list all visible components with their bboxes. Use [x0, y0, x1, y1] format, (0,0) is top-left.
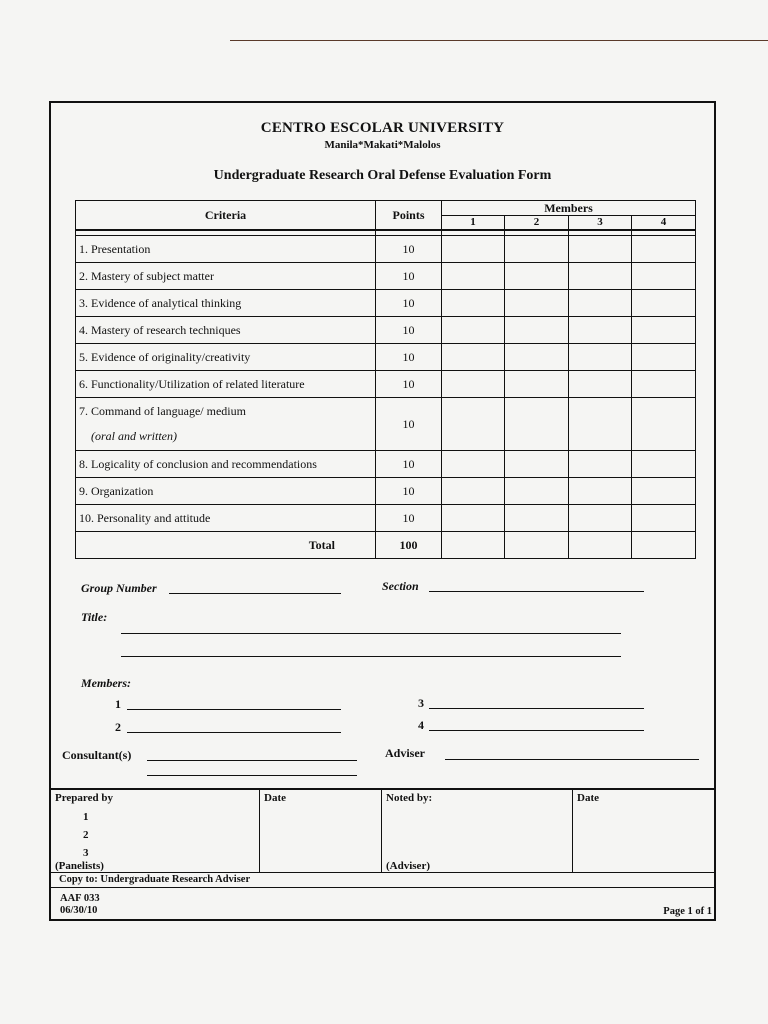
criterion-points: 10 [376, 371, 442, 398]
member-col-2: 2 [505, 216, 569, 231]
score-cell[interactable] [569, 344, 632, 371]
total-cell[interactable] [569, 532, 632, 559]
date-cell-1[interactable] [260, 790, 382, 872]
panelists-label: (Panelists) [55, 860, 104, 872]
score-cell[interactable] [632, 478, 696, 505]
consultant-line-2[interactable] [147, 775, 357, 776]
score-cell[interactable] [505, 263, 569, 290]
noted-by-cell[interactable] [382, 790, 573, 872]
adviser-label: Adviser [385, 746, 425, 760]
score-cell[interactable] [632, 505, 696, 532]
criterion-name: 5. Evidence of originality/creativity [76, 344, 376, 371]
table-row [76, 317, 696, 344]
member-num-4: 4 [418, 718, 424, 732]
criterion-name: 3. Evidence of analytical thinking [76, 290, 376, 317]
noted-by-label: Noted by: [386, 792, 433, 804]
form-code-block [60, 893, 100, 917]
criterion-name: 8. Logicality of conclusion and recommendations [76, 451, 376, 478]
points-header: Points [376, 201, 442, 231]
section-line[interactable] [429, 591, 644, 592]
total-cell[interactable] [632, 532, 696, 559]
score-cell[interactable] [505, 505, 569, 532]
criterion-name: 10. Personality and attitude [76, 505, 376, 532]
score-cell[interactable] [632, 398, 696, 451]
adviser-line[interactable] [445, 759, 699, 760]
panelist-num-2: 2 [83, 829, 89, 841]
score-cell[interactable] [632, 451, 696, 478]
date-cell-2[interactable] [573, 790, 714, 872]
score-cell[interactable] [442, 478, 505, 505]
score-cell[interactable] [569, 451, 632, 478]
members-header: Members [442, 201, 696, 216]
date-label-1: Date [264, 792, 286, 804]
score-cell[interactable] [632, 344, 696, 371]
form-title: Undergraduate Research Oral Defense Evaluation Form [213, 168, 552, 183]
form-code: AAF 033 [60, 893, 100, 904]
consultant-label: Consultant(s) [62, 748, 132, 762]
score-cell[interactable] [442, 236, 505, 263]
criterion-points: 10 [376, 290, 442, 317]
panelist-num-1: 1 [83, 811, 89, 823]
table-row [76, 290, 696, 317]
total-cell[interactable] [505, 532, 569, 559]
criterion-points: 10 [376, 505, 442, 532]
form-date: 06/30/10 [60, 905, 98, 916]
member-line-3[interactable] [429, 708, 644, 709]
group-number-line[interactable] [169, 593, 341, 594]
score-cell[interactable] [569, 478, 632, 505]
score-cell[interactable] [505, 371, 569, 398]
score-cell[interactable] [442, 344, 505, 371]
score-cell[interactable] [569, 263, 632, 290]
signature-footer [51, 788, 714, 921]
criterion-name: 9. Organization [76, 478, 376, 505]
section-label: Section [382, 579, 419, 593]
total-cell[interactable] [442, 532, 505, 559]
score-cell[interactable] [505, 236, 569, 263]
criterion-points: 10 [376, 478, 442, 505]
table-row [76, 451, 696, 478]
total-label: Total [76, 532, 376, 559]
prepared-by-cell[interactable] [51, 790, 260, 872]
criterion-points: 10 [376, 398, 442, 451]
group-number-label: Group Number [81, 581, 157, 595]
member-num-2: 2 [115, 720, 121, 734]
criterion-name: 1. Presentation [76, 236, 376, 263]
consultant-line-1[interactable] [147, 760, 357, 761]
score-cell[interactable] [505, 317, 569, 344]
score-cell[interactable] [632, 317, 696, 344]
member-line-4[interactable] [429, 730, 644, 731]
page-number: Page 1 of 1 [663, 906, 712, 917]
member-col-3: 3 [569, 216, 632, 231]
criterion-name: 7. Command of language/ medium [79, 404, 246, 418]
score-cell[interactable] [505, 290, 569, 317]
university-name: CENTRO ESCOLAR UNIVERSITY [260, 120, 505, 136]
prepared-by-label: Prepared by [55, 792, 113, 804]
criterion-points: 10 [376, 317, 442, 344]
table-row [76, 478, 696, 505]
copy-to-line: Copy to: Undergraduate Research Adviser [51, 872, 714, 888]
table-row [76, 371, 696, 398]
score-cell[interactable] [505, 478, 569, 505]
score-cell[interactable] [569, 398, 632, 451]
score-cell[interactable] [505, 451, 569, 478]
criterion-points: 10 [376, 344, 442, 371]
criterion-cell [76, 398, 376, 451]
criterion-name: 4. Mastery of research techniques [76, 317, 376, 344]
adviser-paren-label: (Adviser) [386, 860, 430, 872]
member-num-1: 1 [115, 697, 121, 711]
criterion-name: 2. Mastery of subject matter [76, 263, 376, 290]
score-cell[interactable] [442, 290, 505, 317]
criterion-points: 10 [376, 451, 442, 478]
table-row [76, 505, 696, 532]
score-cell[interactable] [632, 236, 696, 263]
score-cell[interactable] [569, 505, 632, 532]
score-cell[interactable] [569, 290, 632, 317]
member-col-1: 1 [442, 216, 505, 231]
campus-list: Manila*Makati*Malolos [324, 139, 441, 151]
member-col-4: 4 [632, 216, 696, 231]
title-label: Title: [81, 610, 108, 624]
criterion-points: 10 [376, 236, 442, 263]
score-cell[interactable] [442, 263, 505, 290]
title-line-1[interactable] [121, 633, 621, 634]
total-points: 100 [376, 532, 442, 559]
score-cell[interactable] [569, 317, 632, 344]
member-line-1[interactable] [127, 709, 341, 710]
score-cell[interactable] [442, 371, 505, 398]
table-row [76, 263, 696, 290]
panelist-num-3: 3 [83, 847, 89, 859]
score-cell[interactable] [632, 263, 696, 290]
score-cell[interactable] [442, 451, 505, 478]
table-row [76, 236, 696, 263]
score-cell[interactable] [442, 317, 505, 344]
title-line-2[interactable] [121, 656, 621, 657]
criteria-header: Criteria [76, 201, 376, 231]
score-cell[interactable] [442, 398, 505, 451]
score-cell[interactable] [442, 505, 505, 532]
member-num-3: 3 [418, 696, 424, 710]
criterion-name: 6. Functionality/Utilization of related literature [76, 371, 376, 398]
score-cell[interactable] [632, 290, 696, 317]
score-cell[interactable] [569, 236, 632, 263]
score-cell[interactable] [505, 344, 569, 371]
member-line-2[interactable] [127, 732, 341, 733]
score-cell[interactable] [569, 371, 632, 398]
evaluation-form [49, 101, 716, 921]
score-cell[interactable] [505, 398, 569, 451]
criteria-table [75, 200, 696, 559]
date-label-2: Date [577, 792, 599, 804]
top-edge-line [230, 40, 768, 41]
score-cell[interactable] [632, 371, 696, 398]
table-row [76, 398, 696, 451]
total-row [76, 532, 696, 559]
members-label: Members: [81, 676, 131, 690]
criterion-subtext: (oral and written) [91, 429, 177, 443]
criterion-points: 10 [376, 263, 442, 290]
table-row [76, 344, 696, 371]
